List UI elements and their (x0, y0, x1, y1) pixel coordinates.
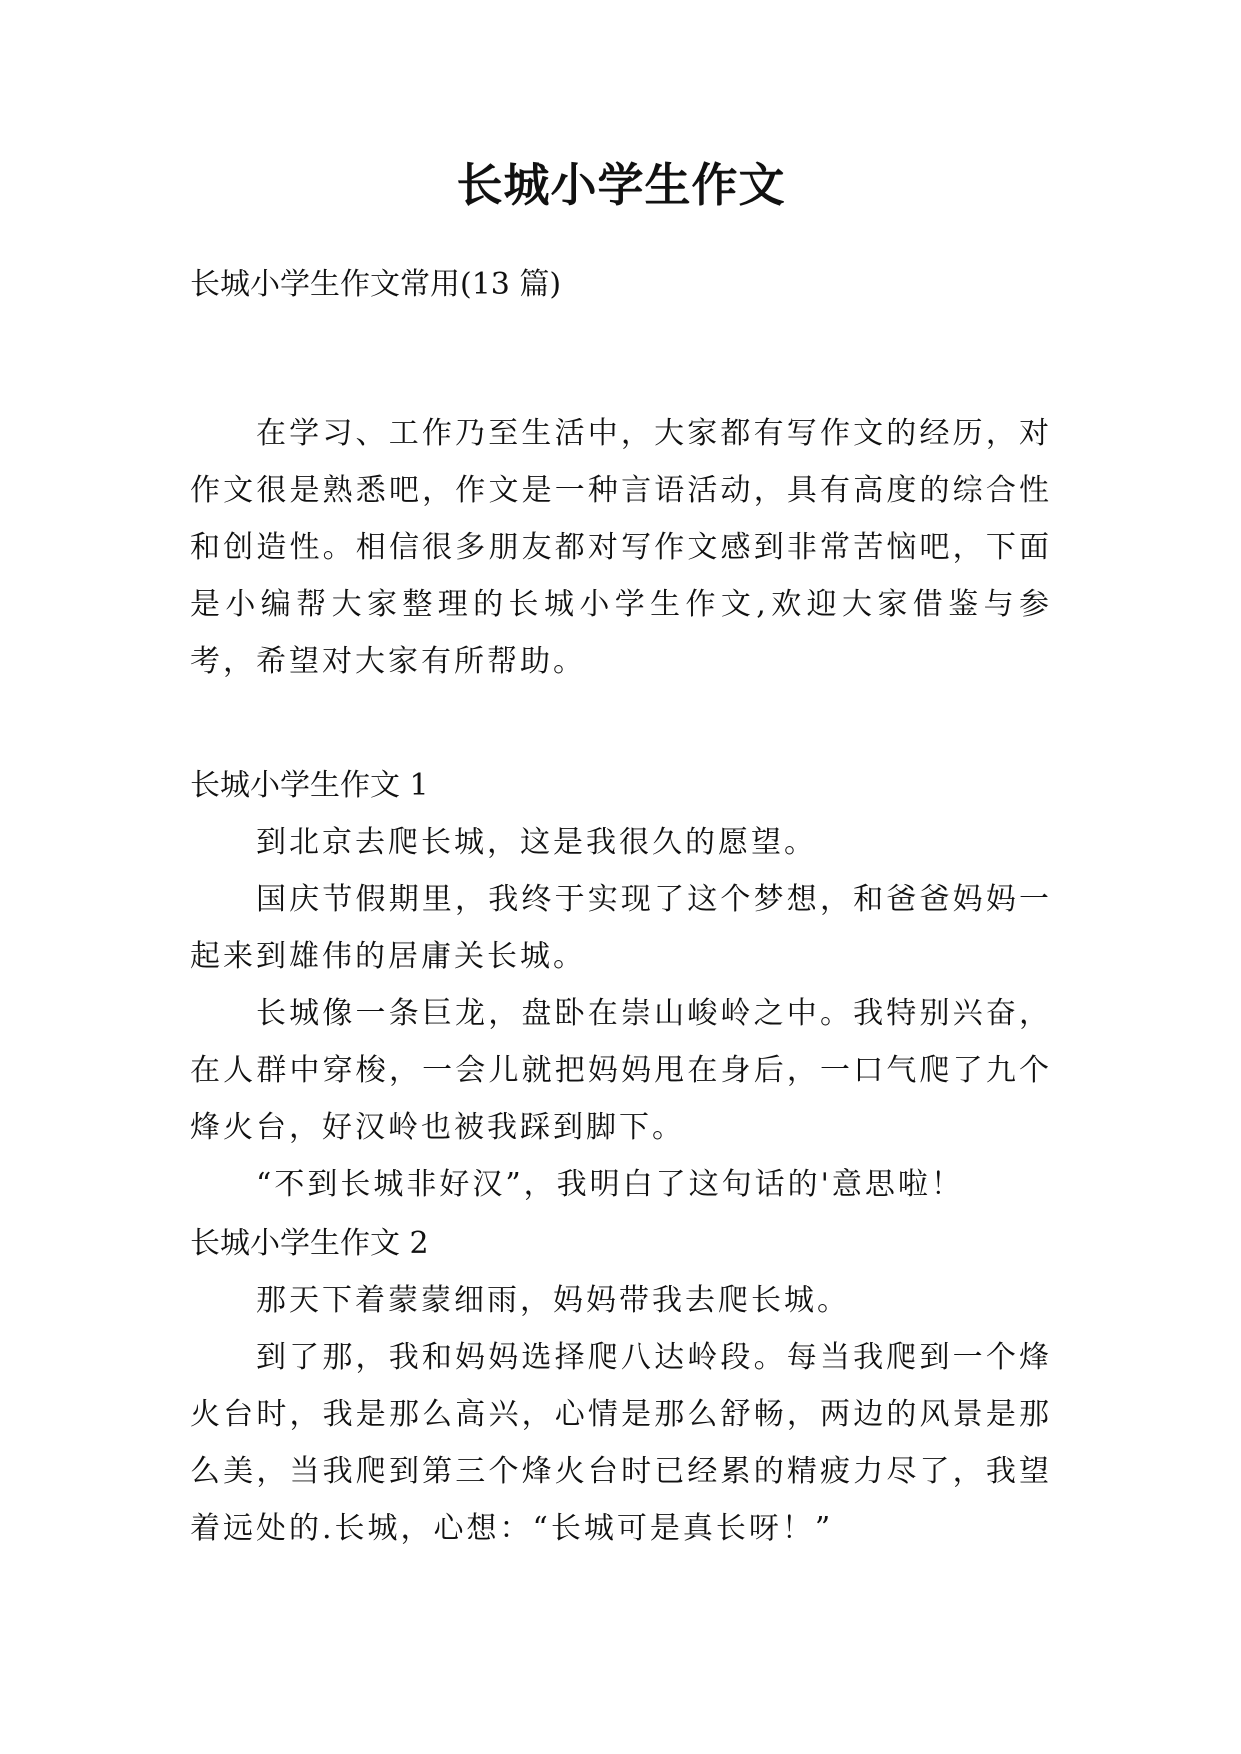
essay-paragraph: “不到长城非好汉”，我明白了这句话的'意思啦！ (256, 1167, 964, 1202)
essay-paragraph: 国庆节假期里，我终于实现了这个梦想，和爸爸妈妈一起来到雄伟的居庸关长城。 (190, 882, 1052, 974)
essay-paragraph: 到了那，我和妈妈选择爬八达岭段。每当我爬到一个烽火台时，我是那么高兴，心情是那么舒畅，两边的风景是那么美，当我爬到第三个烽火台时已经累的精疲力尽了，我望着远处的.长城，心想：“长城可是真长呀！” (190, 1340, 1052, 1546)
essay-paragraph: 到北京去爬长城，这是我很久的愿望。 (256, 825, 817, 860)
document-subtitle: 长城小学生作文常用(13 篇) (190, 267, 562, 302)
essay-paragraph: 那天下着蒙蒙细雨，妈妈带我去爬长城。 (256, 1283, 850, 1318)
essay-heading: 长城小学生作文 1 (190, 768, 429, 803)
essay-heading: 长城小学生作文 2 (190, 1226, 429, 1261)
intro-paragraph: 在学习、工作乃至生活中，大家都有写作文的经历，对作文很是熟悉吧，作文是一种言语活动，具有高度的综合性和创造性。相信很多朋友都对写作文感到非常苦恼吧，下面是小编帮大家整理的长城小学生作文,欢迎大家借鉴与参考，希望对大家有所帮助。 (190, 416, 1052, 679)
essay-paragraph: 长城像一条巨龙，盘卧在崇山峻岭之中。我特别兴奋，在人群中穿梭，一会儿就把妈妈甩在身后，一口气爬了九个烽火台，好汉岭也被我踩到脚下。 (190, 996, 1052, 1145)
essay-1 (190, 757, 1052, 1213)
document-title: 长城小学生作文 (456, 158, 786, 212)
essay-2 (190, 1215, 1052, 1557)
